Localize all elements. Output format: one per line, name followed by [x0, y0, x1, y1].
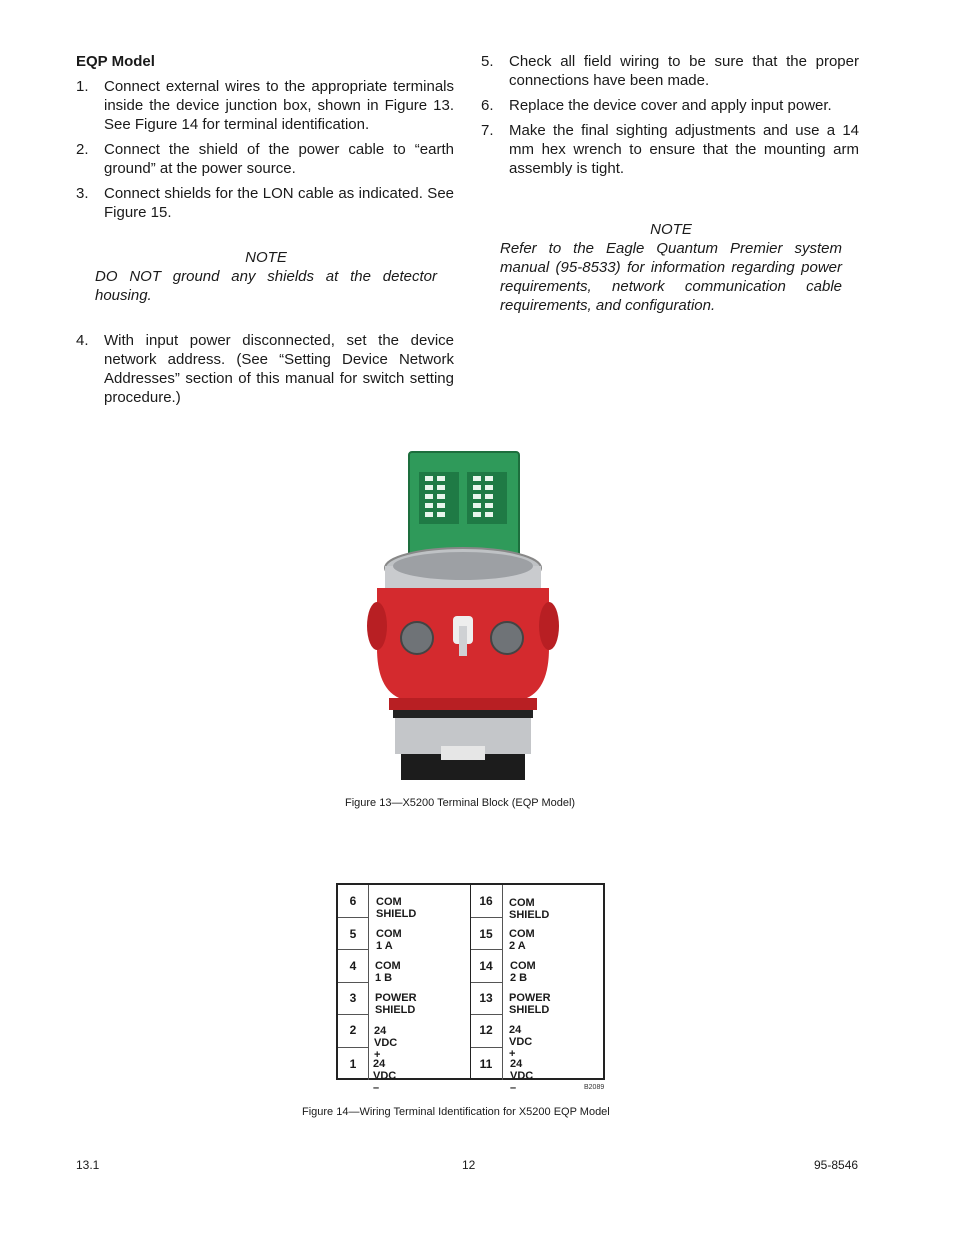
- cell-border: [502, 885, 503, 1080]
- step-item: [481, 96, 859, 115]
- figure13-caption: Figure 13—X5200 Terminal Block (EQP Model): [345, 797, 576, 809]
- footer-document-number: 95-8546: [814, 1158, 859, 1172]
- note-block: [95, 248, 437, 305]
- step-item: [76, 184, 454, 222]
- footer-page-number: 12: [462, 1158, 476, 1172]
- terminal-label: 24 VDC +: [374, 1025, 398, 1061]
- step-item: [76, 331, 454, 407]
- note-body: DO NOT ground any shields at the detector housing.: [95, 268, 437, 304]
- terminal-number: 3: [349, 991, 357, 1005]
- step-number: 1.: [76, 78, 89, 95]
- step-text: Replace the device cover and apply input power.: [509, 97, 832, 114]
- cell-border: [471, 1047, 502, 1048]
- right-column: [481, 52, 859, 315]
- step-number: 7.: [481, 122, 494, 139]
- note-body: Refer to the Eagle Quantum Premier system manual (95-8533) for information regarding power requirements, network communication cable requirements, and configuration.: [500, 240, 842, 314]
- step-number: 5.: [481, 53, 494, 70]
- terminal-label: 24 VDC –: [510, 1058, 534, 1094]
- figure14-caption: Figure 14—Wiring Terminal Identification for X5200 EQP Model: [302, 1106, 610, 1118]
- steps-list: [76, 77, 454, 222]
- terminal-label: COM SHIELD: [509, 897, 550, 921]
- steps-list: [76, 331, 454, 407]
- cell-border: [471, 1014, 502, 1015]
- terminal-label: POWER SHIELD: [375, 992, 417, 1016]
- terminal-number: 1: [349, 1057, 357, 1071]
- step-text: Make the final sighting adjustments and use a 14 mm hex wrench to ensure that the mounting arm assembly is tight.: [509, 122, 859, 177]
- steps-list: [481, 52, 859, 178]
- cell-border: [338, 949, 368, 950]
- cell-border: [338, 982, 368, 983]
- note-block: [500, 220, 842, 315]
- cell-border: [338, 917, 368, 918]
- terminal-number: 4: [349, 959, 357, 973]
- cell-border: [338, 1014, 368, 1015]
- terminal-number: 16: [479, 894, 493, 908]
- left-column: [76, 52, 454, 413]
- terminal-number: 15: [479, 927, 493, 941]
- step-item: [76, 77, 454, 134]
- step-item: [76, 140, 454, 178]
- terminal-number: 11: [479, 1057, 493, 1071]
- note-title: NOTE: [245, 249, 287, 266]
- cell-border: [471, 982, 502, 983]
- terminal-label: COM SHIELD: [376, 896, 417, 920]
- terminal-label: POWER SHIELD: [509, 992, 551, 1016]
- step-item: [481, 121, 859, 178]
- step-number: 4.: [76, 332, 89, 349]
- cell-border: [338, 1047, 368, 1048]
- terminal-label: COM 2 A: [509, 928, 535, 952]
- footer-revision: 13.1: [76, 1158, 100, 1172]
- step-number: 2.: [76, 141, 89, 158]
- step-text: With input power disconnected, set the device network address. (See “Setting Device Network Addresses” section of this manual for switch setting procedure.): [104, 332, 454, 406]
- step-number: 3.: [76, 185, 89, 202]
- step-number: 6.: [481, 97, 494, 114]
- note-title: NOTE: [650, 221, 692, 238]
- step-text: Check all field wiring to be sure that the proper connections have been made.: [509, 53, 859, 89]
- step-item: [481, 52, 859, 90]
- drawing-id: B2089: [584, 1084, 605, 1091]
- terminal-label: COM 1 B: [375, 960, 401, 984]
- terminal-number: 13: [479, 991, 493, 1005]
- cell-border: [368, 885, 369, 1080]
- detector-terminal-block-photo: [367, 448, 559, 786]
- step-text: Connect the shield of the power cable to “earth ground” at the power source.: [104, 141, 454, 177]
- cell-border: [471, 917, 502, 918]
- terminal-number: 5: [349, 927, 357, 941]
- terminal-number: 2: [349, 1023, 357, 1037]
- cell-border: [471, 949, 502, 950]
- section-heading: EQP Model: [76, 53, 155, 70]
- terminal-label: 24 VDC –: [373, 1058, 397, 1094]
- terminal-number: 6: [349, 894, 357, 908]
- terminal-number: 12: [479, 1023, 493, 1037]
- terminal-number: 14: [479, 959, 493, 973]
- terminal-label: COM 1 A: [376, 928, 402, 952]
- step-text: Connect external wires to the appropriate terminals inside the device junction box, shown in Figure 13. See Figure 14 for terminal identification.: [104, 78, 454, 133]
- terminal-label: 24 VDC +: [509, 1024, 533, 1060]
- terminal-label: COM 2 B: [510, 960, 536, 984]
- step-text: Connect shields for the LON cable as indicated. See Figure 15.: [104, 185, 454, 221]
